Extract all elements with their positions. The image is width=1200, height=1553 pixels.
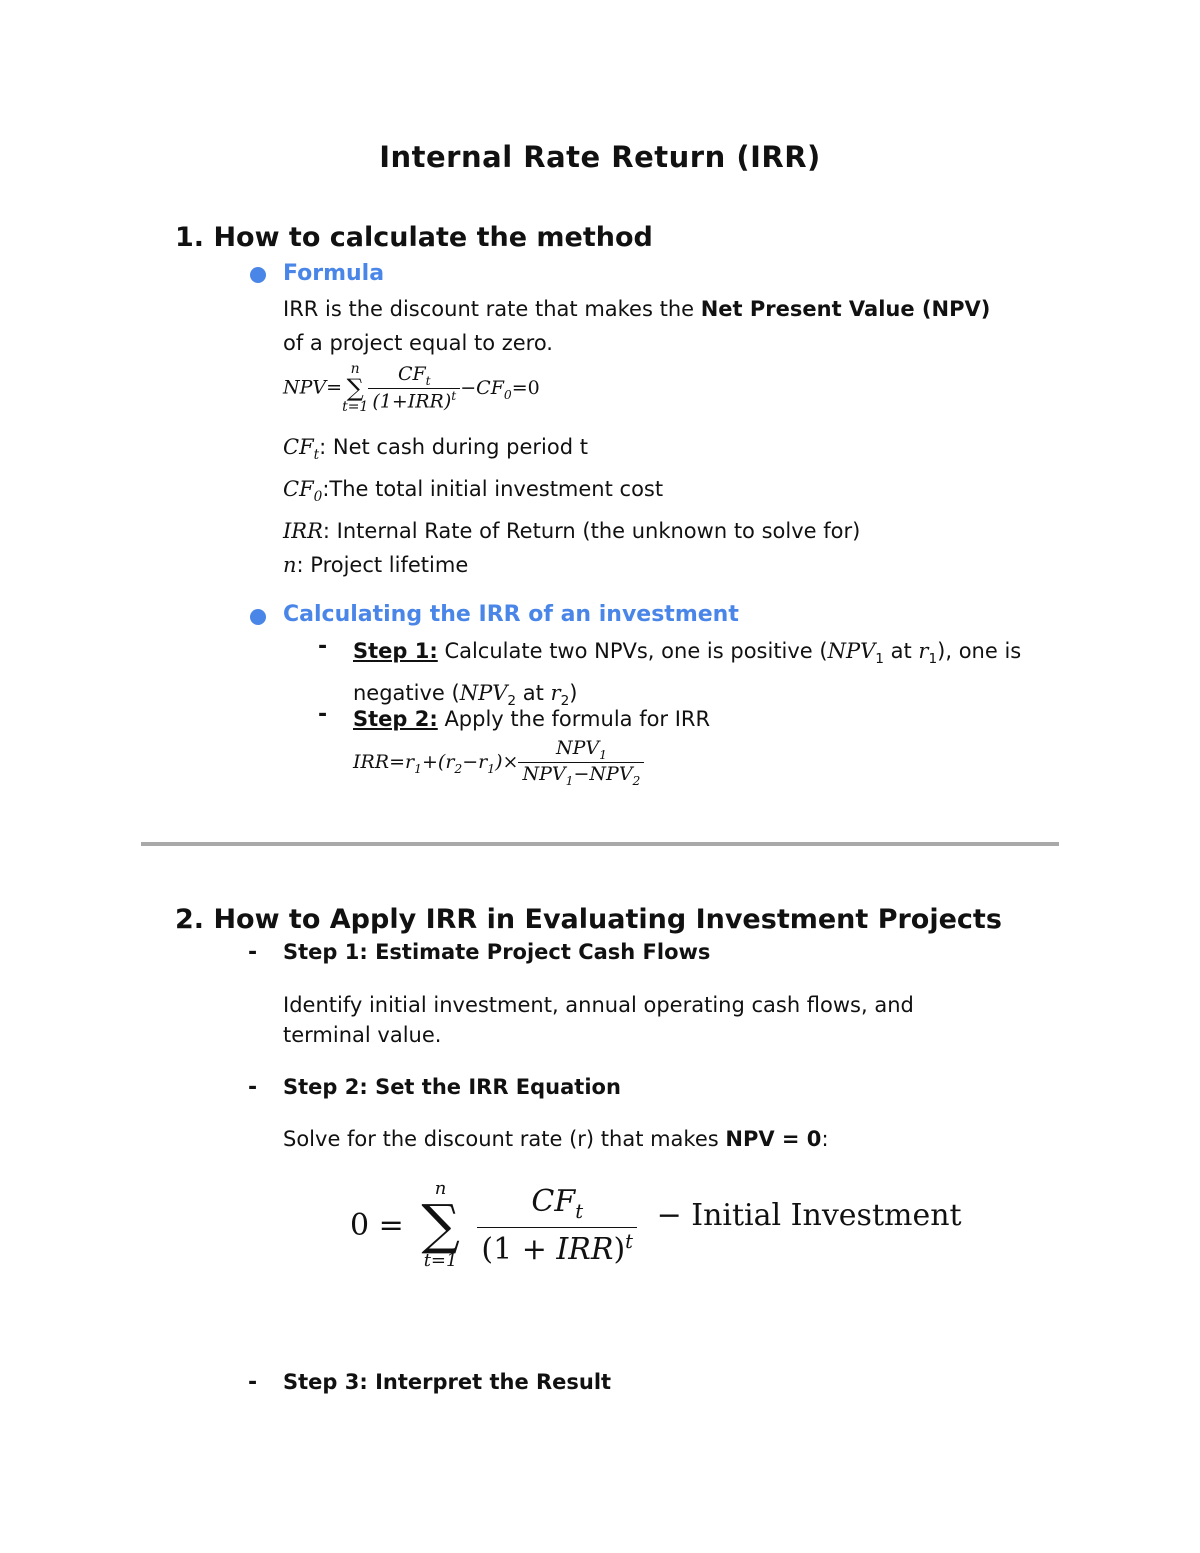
dash-bullet: - — [248, 1075, 258, 1100]
calc-step-1: Step 1: Calculate two NPVs, one is positive ($NPV_1$ at $r_1$), one is negative ($NPV_2$ at $r_2$) — [353, 639, 1022, 710]
definition-item: $CF_t$: Net cash during period t — [283, 435, 588, 464]
apply-step-1-body: Identify initial investment, annual operating cash flows, and terminal value. — [283, 993, 914, 1047]
section-divider — [141, 842, 1059, 846]
page-title: Internal Rate Return (IRR) — [379, 140, 821, 174]
apply-step-2-heading: Step 2: Set the IRR Equation — [283, 1075, 621, 1099]
dash-bullet: - — [248, 940, 258, 965]
apply-step-1-heading: Step 1: Estimate Project Cash Flows — [283, 940, 711, 964]
apply-step-2-body: Solve for the discount rate (r) that makes NPV = 0: — [283, 1127, 829, 1151]
section-1-heading: 1. How to calculate the method — [175, 222, 653, 253]
irr-equation-large: 0 = n ∑ t=1 $\frac{CF_t}{(1 + IRR)^t}$ − Initial Investment — [350, 1178, 962, 1271]
bullet-dot — [250, 267, 266, 283]
definition-item: $CF_0:The$ total initial investment cost — [283, 477, 664, 506]
npv-equation: NPV= n ∑ t=1 $\frac{CF_t}{(1+IRR)^t}$ $-CF_0=0$ — [283, 361, 540, 415]
definition-item: n: Project lifetime — [283, 553, 469, 578]
calc-step-2: Step 2: Apply the formula for IRR — [353, 707, 711, 731]
formula-heading: Formula — [283, 261, 385, 286]
calc-heading: Calculating the IRR of an investment — [283, 602, 739, 627]
formula-description: IRR is the discount rate that makes the Net Present Value (NPV) of a project equal to zero. — [283, 297, 991, 355]
definition-item: IRR: Internal Rate of Return (the unknown to solve for) — [283, 519, 861, 544]
definition-list — [283, 430, 860, 582]
apply-step-3-heading: Step 3: Interpret the Result — [283, 1370, 612, 1394]
section-2-heading: 2. How to Apply IRR in Evaluating Investment Projects — [175, 904, 1002, 935]
dash-bullet: - — [318, 702, 328, 727]
dash-bullet: - — [318, 634, 328, 659]
irr-formula: $IRR=r_1+(r_2-r_1)\times$ $\frac{NPV_1}{NPV_1-NPV_2}$ — [353, 737, 644, 788]
dash-bullet: - — [248, 1370, 258, 1395]
bullet-dot — [250, 609, 266, 625]
